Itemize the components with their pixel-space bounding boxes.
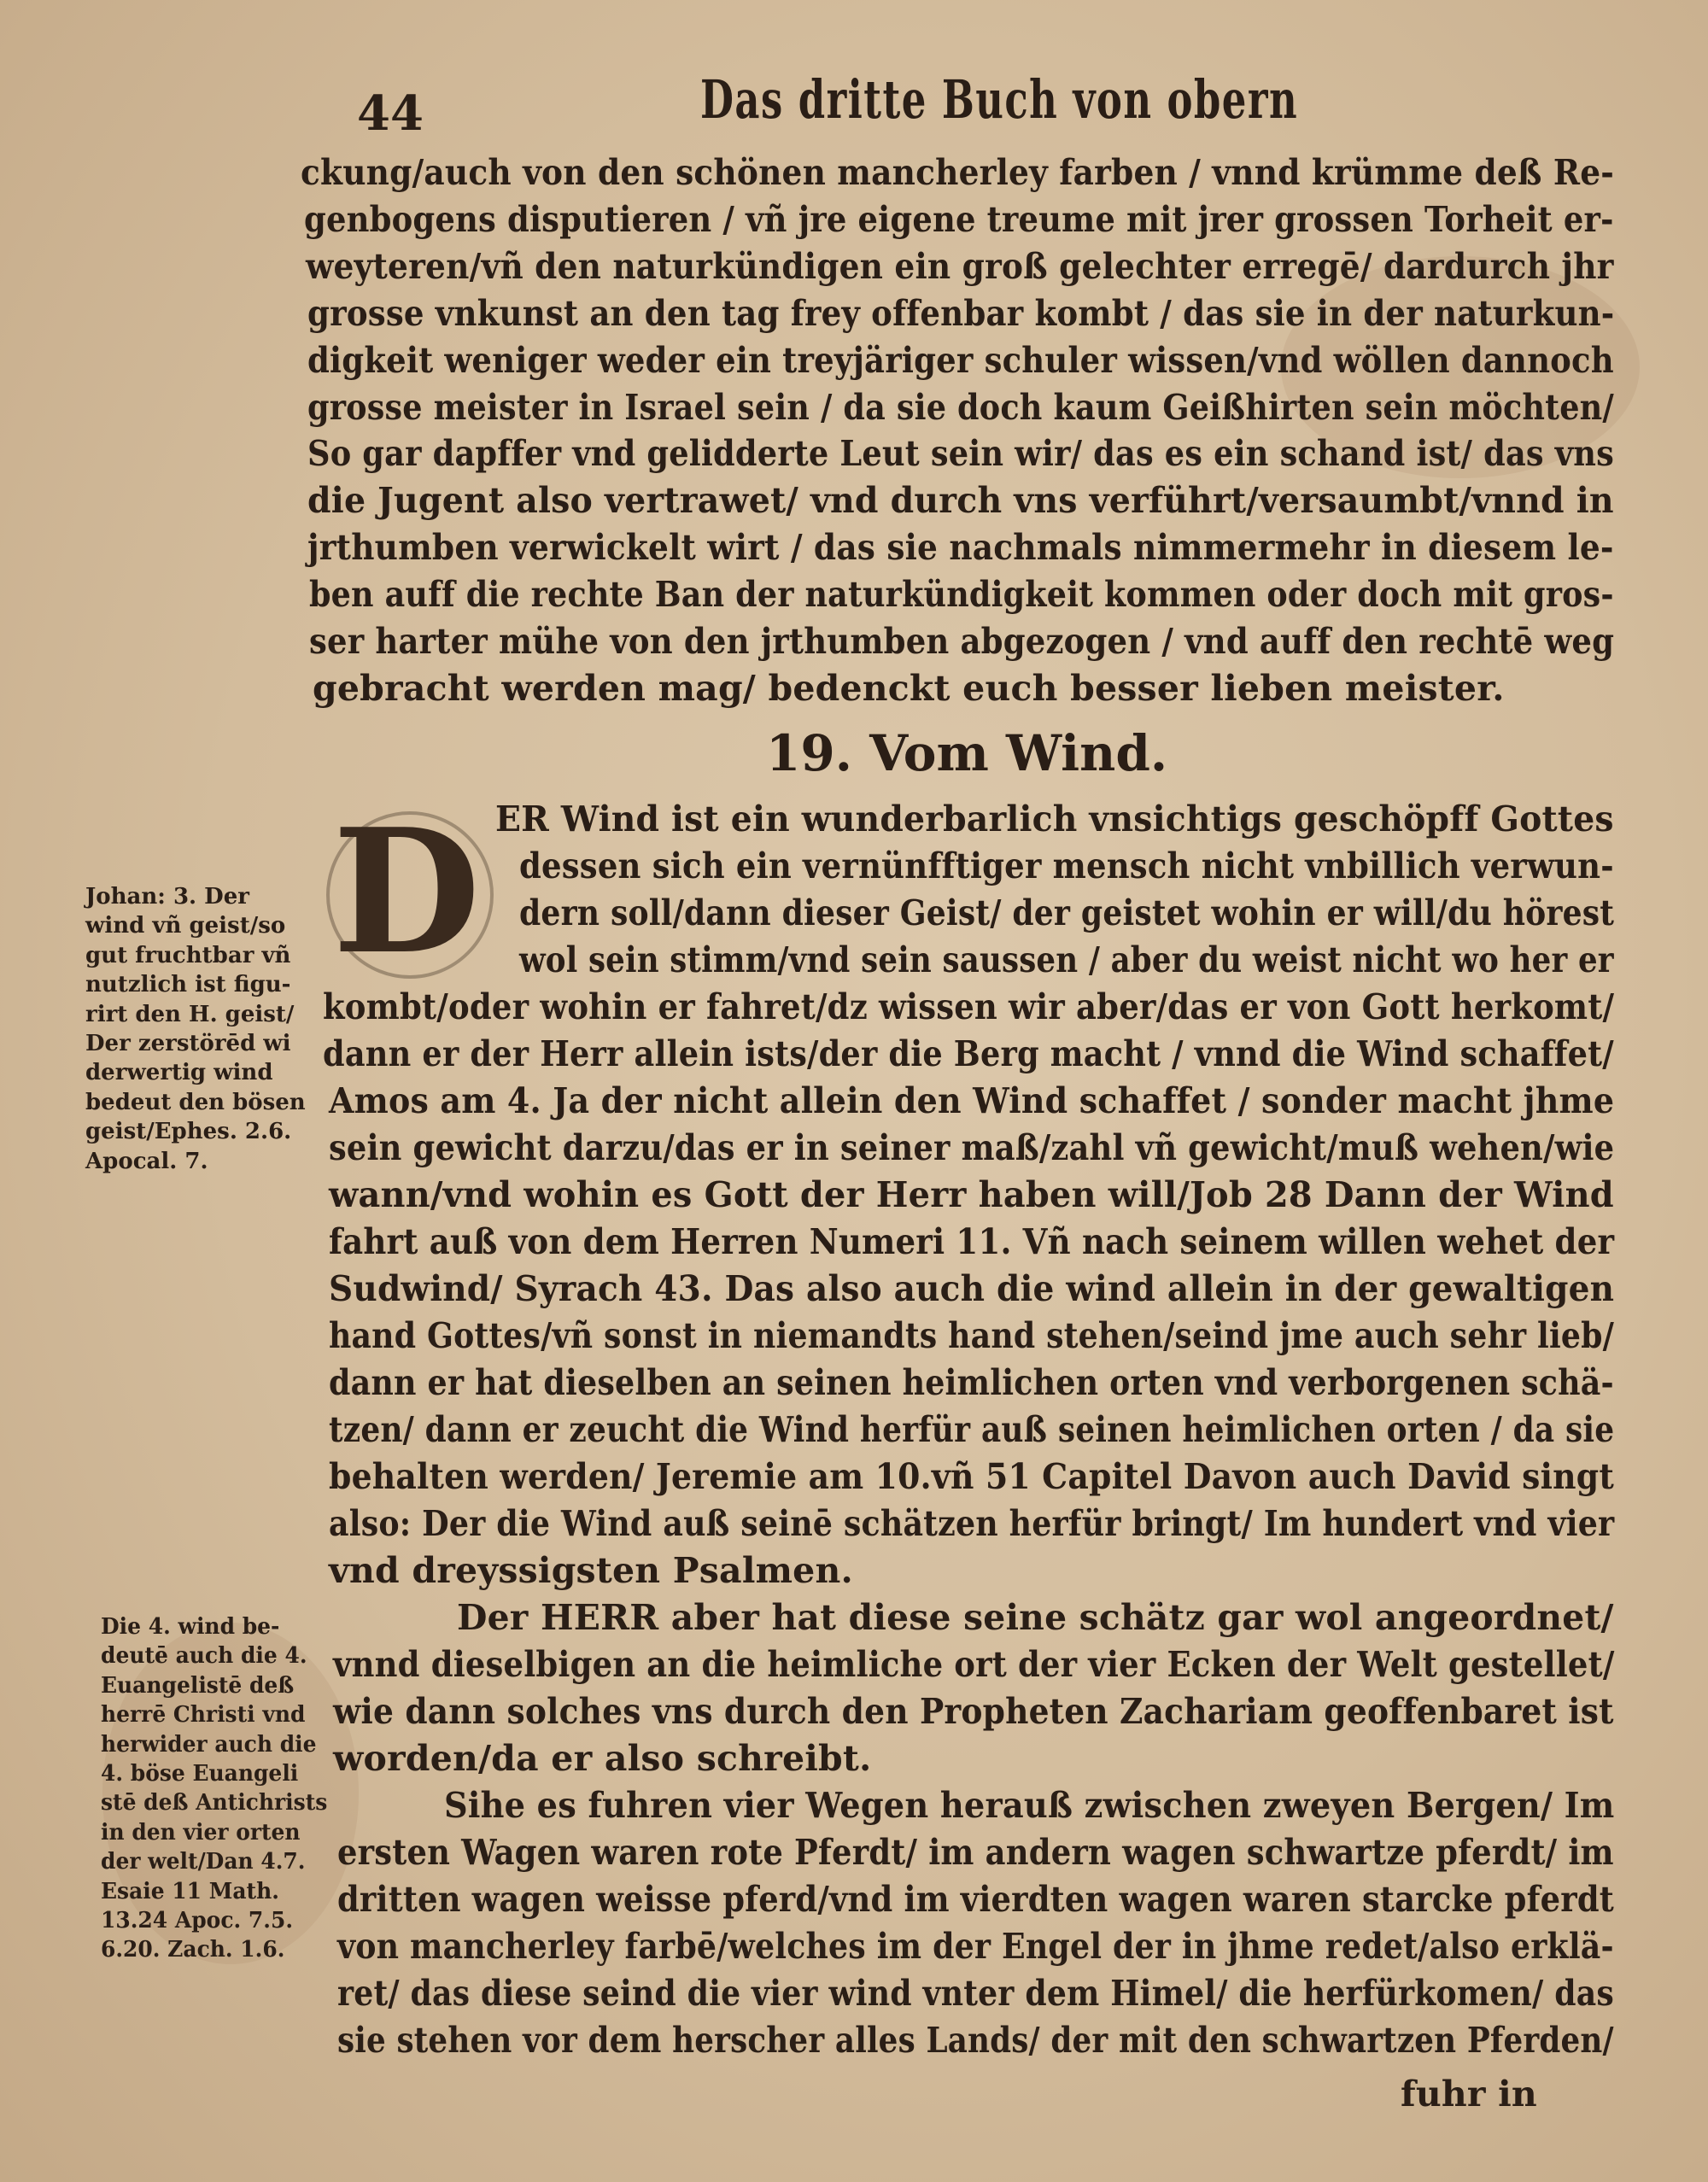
text-line: tzen/ dann er zeucht die Wind herfür auß seinen heimlichen orten / da sie	[329, 1409, 1615, 1450]
text-line: kombt/oder wohin er fahret/dz wissen wir aber/das er von Gott herkomt/	[323, 986, 1615, 1027]
running-head: Das dritte Buch von obern	[700, 68, 1299, 131]
text-line: dessen sich ein vernünfftiger mensch nicht vnbillich verwun-	[519, 845, 1614, 886]
text-line: dern soll/dann dieser Geist/ der geistet wohin er will/du hörest	[519, 892, 1615, 933]
text-line: grosse vnkunst an den tag frey offenbar kombt / das sie in der naturkun-	[307, 293, 1615, 334]
text-line: von mancherley farbē/welches im der Engel der in jhme redet/also erklä-	[337, 1926, 1614, 1967]
catchword: fuhr in	[1401, 2074, 1537, 2115]
text-line: dritten wagen weisse pferd/vnd im vierdten wagen waren starcke pferdt	[337, 1879, 1614, 1920]
text-line: dann er hat dieselben an seinen heimlichen orten vnd verborgenen schä-	[329, 1362, 1614, 1403]
text-line: ser harter mühe von den jrthumben abgezogen / vnd auff den rechtē weg	[309, 621, 1615, 662]
text-line: fahrt auß von dem Herren Numeri 11. Vñ nach seinem willen wehet der	[329, 1221, 1615, 1262]
text-line: Der HERR aber hat diese seine schätz gar wol angeordnet/	[457, 1597, 1614, 1638]
text-line: wol sein stimm/vnd sein saussen / aber du weist nicht wo her er	[519, 939, 1614, 980]
text-line: worden/da er also schreibt.	[333, 1738, 872, 1779]
margin-note: Johan: 3. Der wind vñ geist/so gut fruchtbar vñ nutzlich ist figu- rirt den H. geist/ Der zerstörēd wi derwertig wind bedeut den bösen geist/Ephes. 2.6. Apocal. 7.	[85, 884, 306, 1174]
text-line: So gar dapffer vnd gelidderte Leut sein wir/ das es ein schand ist/ das vns	[307, 433, 1614, 474]
text-line: weyteren/vñ den naturkündigen ein groß gelechter erregē/ dardurch jhr	[306, 246, 1614, 287]
text-line: gebracht werden mag/ bedenckt euch besser lieben meister.	[313, 668, 1505, 709]
text-line: also: Der die Wind auß seinē schätzen herfür bringt/ Im hundert vnd vier	[329, 1503, 1615, 1544]
text-line: sein gewicht darzu/das er in seiner maß/zahl vñ gewicht/muß wehen/wie	[329, 1127, 1615, 1168]
decorated-initial: D	[332, 792, 481, 992]
chapter-heading: 19. Vom Wind.	[766, 724, 1168, 782]
text-line: ER Wind ist ein wunderbarlich vnsichtigs geschöpff Gottes	[495, 799, 1614, 839]
text-line: die Jugent also vertrawet/ vnd durch vns verführt/versaumbt/vnnd in	[307, 480, 1614, 521]
text-line: grosse meister in Israel sein / da sie doch kaum Geißhirten sein möchten/	[307, 387, 1614, 428]
text-line: vnnd dieselbigen an die heimliche ort der vier Ecken der Welt gestellet/	[333, 1644, 1615, 1685]
text-line: ben auff die rechte Ban der naturkündigkeit kommen oder doch mit gros-	[309, 574, 1614, 615]
text-line: digkeit weniger weder ein treyjäriger schuler wissen/vnd wöllen dannoch	[307, 340, 1614, 381]
text-line: ret/ das diese seind die vier wind vnter dem Himel/ die herfürkomen/ das	[337, 1973, 1614, 2014]
text-line: vnd dreyssigsten Psalmen.	[329, 1550, 853, 1591]
text-line: hand Gottes/vñ sonst in niemandts hand stehen/seind jme auch sehr lieb/	[329, 1315, 1615, 1356]
text-line: behalten werden/ Jeremie am 10.vñ 51 Capitel Davon auch David singt	[329, 1456, 1614, 1497]
text-line: Sudwind/ Syrach 43. Das also auch die wind allein in der gewaltigen	[329, 1268, 1615, 1309]
text-line: ersten Wagen waren rote Pferdt/ im andern wagen schwartze pferdt/ im	[337, 1832, 1614, 1873]
text-line: ckung/auch von den schönen mancherley farben / vnnd krümme deß Re-	[301, 152, 1615, 193]
page-number: 44	[357, 85, 424, 142]
text-line: sie stehen vor dem herscher alles Lands/ der mit den schwartzen Pferden/	[337, 2020, 1614, 2061]
text-line: Sihe es fuhren vier Wegen herauß zwischen zweyen Bergen/ Im	[444, 1785, 1615, 1826]
text-line: jrthumben verwickelt wirt / das sie nachmals nimmermehr in diesem le-	[307, 527, 1614, 568]
text-line: genbogens disputieren / vñ jre eigene treume mit jrer grossen Torheit er-	[304, 199, 1614, 240]
text-line: dann er der Herr allein ists/der die Berg macht / vnnd die Wind schaffet/	[323, 1033, 1614, 1074]
margin-note: Die 4. wind be- deutē auch die 4. Euangelistē deß herrē Christi vnd herwider auch die 4. böse Euangeli stē deß Antichrists in den vier orten der welt/Dan 4.7. Esaie 11 Math. 13.24 Apoc. 7.5. 6.20. Zach. 1.6.	[101, 1614, 328, 1963]
text-line: wie dann solches vns durch den Propheten Zachariam geoffenbaret ist	[333, 1691, 1614, 1732]
text-line: wann/vnd wohin es Gott der Herr haben will/Job 28 Dann der Wind	[329, 1174, 1614, 1215]
text-line: Amos am 4. Ja der nicht allein den Wind schaffet / sonder macht jhme	[329, 1080, 1615, 1121]
